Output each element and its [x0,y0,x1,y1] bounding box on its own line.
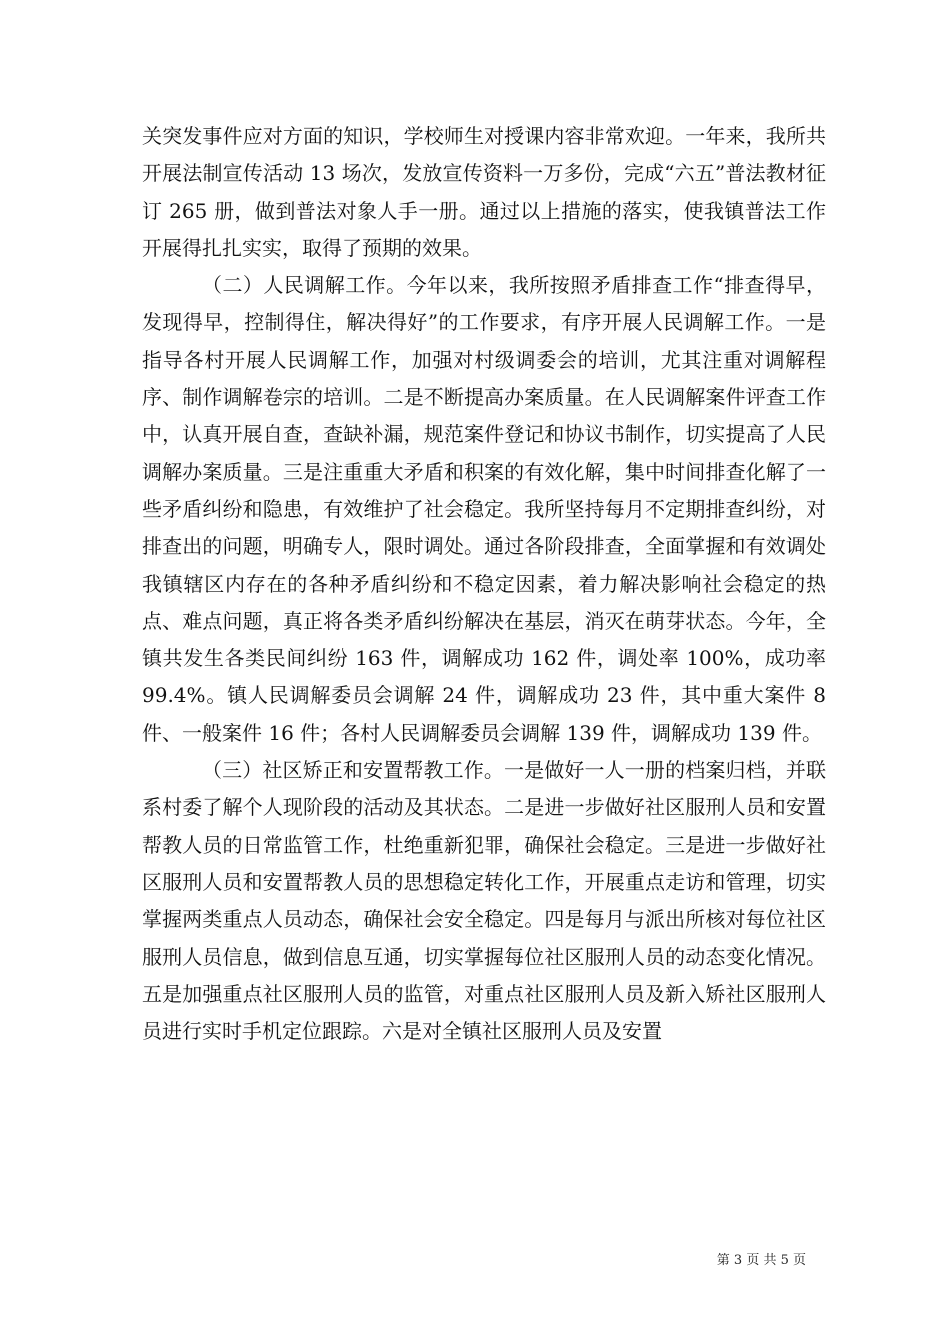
page-number-footer: 第 3 页 共 5 页 [716,1253,806,1268]
paragraph-1: 关突发事件应对方面的知识，学校师生对授课内容非常欢迎。一年来，我所共开展法制宣传活动 13 场次，发放宣传资料一万多份，完成“六五”普法教材征订 265 册，做到普法对象人手一册。通过以上措施的落实，使我镇普法工作开展得扎扎实实，取得了预期的效果。 [142,124,826,260]
paragraph-3: （三）社区矫正和安置帮教工作。一是做好一人一册的档案归档，并联系村委了解个人现阶段的活动及其状态。二是进一步做好社区服刑人员和安置帮教人员的日常监管工作，杜绝重新犯罪，确保社会稳定。三是进一步做好社区服刑人员和安置帮教人员的思想稳定转化工作，开展重点走访和管理，切实掌握两类重点人员动态，确保社会安全稳定。四是每月与派出所核对每位社区服刑人员信息，做到信息互通，切实掌握每位社区服刑人员的动态变化情况。五是加强重点社区服刑人员的监管，对重点社区服刑人员及新入矫社区服刑人员进行实时手机定位跟踪。六是对全镇社区服刑人员及安置 [142,758,826,1044]
paragraph-2: （二）人民调解工作。今年以来，我所按照矛盾排查工作“排查得早，发现得早，控制得住，解决得好”的工作要求，有序开展人民调解工作。一是指导各村开展人民调解工作，加强对村级调委会的培训，尤其注重对调解程序、制作调解卷宗的培训。二是不断提高办案质量。在人民调解案件评查工作中，认真开展自查，查缺补漏，规范案件登记和协议书制作，切实提高了人民调解办案质量。三是注重重大矛盾和积案的有效化解，集中时间排查化解了一些矛盾纠纷和隐患，有效维护了社会稳定。我所坚持每月不定期排查纠纷，对排查出的问题，明确专人，限时调处。通过各阶段排查，全面掌握和有效调处我镇辖区内存在的各种矛盾纠纷和不稳定因素，着力解决影响社会稳定的热点、难点问题，真正将各类矛盾纠纷解决在基层，消灭在萌芽状态。今年，全镇共发生各类民间纠纷 163 件，调解成功 162 件，调处率 100%，成功率 99.4%。镇人民调解委员会调解 24 件，调解成功 23 件，其中重大案件 8 件、一般案件 16 件；各村人民调解委员会调解 139 件，调解成功 139 件。 [142,273,826,745]
document-body [142,118,826,1050]
